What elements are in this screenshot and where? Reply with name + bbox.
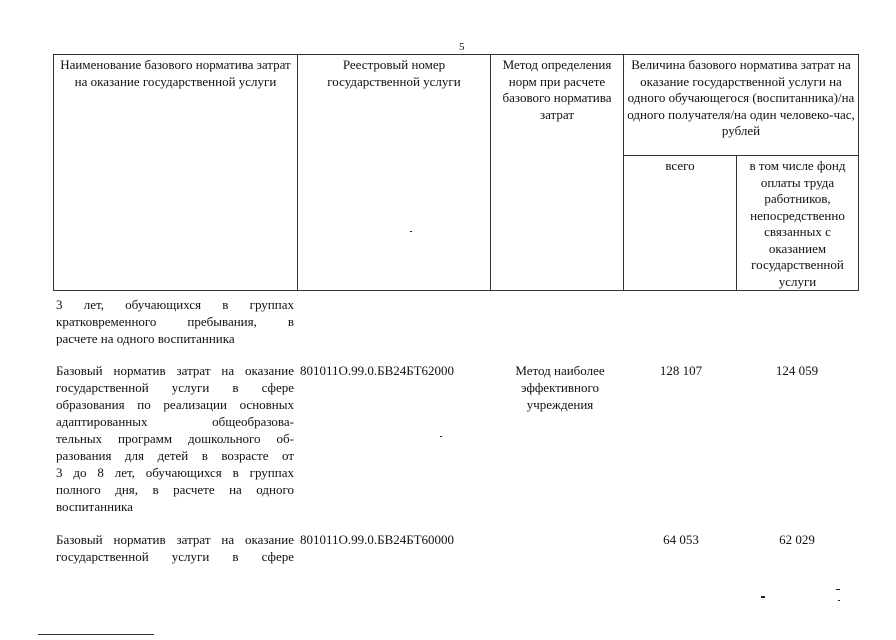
row-name xyxy=(56,362,294,515)
row-name-line: тельных программ дошкольного об- xyxy=(56,431,294,446)
row-name-line: государственной услуги в сфере xyxy=(56,380,294,395)
header-col-registry: Реестровый номер государственной услуги xyxy=(298,55,491,291)
header-col-total: всего xyxy=(624,156,737,291)
row-name xyxy=(56,296,294,347)
row-name-line: кратковременного пребывания, в xyxy=(56,314,294,329)
row-name-line: полного дня, в расчете на одного xyxy=(56,482,294,497)
row-name-line: образования по реализации основных xyxy=(56,397,294,412)
footnote-rule xyxy=(38,634,154,635)
row-total: 64 053 xyxy=(663,532,699,547)
row-name-line: государственной услуги в сфере xyxy=(56,549,294,564)
header-col-value: Величина базового норматива затрат на оказание государственной услуги на одного обучающегося (воспитанника)/на одного получателя/на один человеко-час, рублей xyxy=(624,55,859,156)
scan-speck xyxy=(440,436,442,437)
row-registry: 801011О.99.0.БВ24БТ60000 xyxy=(300,532,455,547)
row-registry: 801011О.99.0.БВ24БТ62000 xyxy=(300,363,455,378)
scan-speck xyxy=(836,589,840,590)
row-name-line: расчете на одного воспитанника xyxy=(56,331,235,346)
scan-speck xyxy=(761,596,765,598)
row-name-line: Базовый норматив затрат на оказание xyxy=(56,363,294,378)
row-name-line: разования для детей в возрасте от xyxy=(56,448,294,463)
row-name xyxy=(56,531,294,565)
row-name-line: адаптированных общеобразова- xyxy=(56,414,294,429)
header-table xyxy=(53,54,859,291)
row-name-line: воспитанника xyxy=(56,499,133,514)
row-name-line: 3 до 8 лет, обучающихся в группах xyxy=(56,465,294,480)
page-number: 5 xyxy=(459,41,465,53)
row-fund: 62 029 xyxy=(779,532,815,547)
scan-speck xyxy=(410,231,412,232)
header-col-method: Метод определения норм при расчете базового норматива затрат xyxy=(491,55,624,291)
header-col-name: Наименование базового норматива затрат на оказание государственной услуги xyxy=(54,55,298,291)
row-fund: 124 059 xyxy=(775,363,819,378)
row-total: 128 107 xyxy=(659,363,703,378)
row-name-line: 3 лет, обучающихся в группах xyxy=(56,297,294,312)
row-name-line: Базовый норматив затрат на оказание xyxy=(56,532,294,547)
scan-speck xyxy=(838,600,840,601)
header-col-fund: в том числе фонд оплаты труда работников, непосредственно связанных с оказанием государственной услуги xyxy=(737,156,859,291)
row-method: Метод наиболее эффективного учреждения xyxy=(515,363,605,412)
